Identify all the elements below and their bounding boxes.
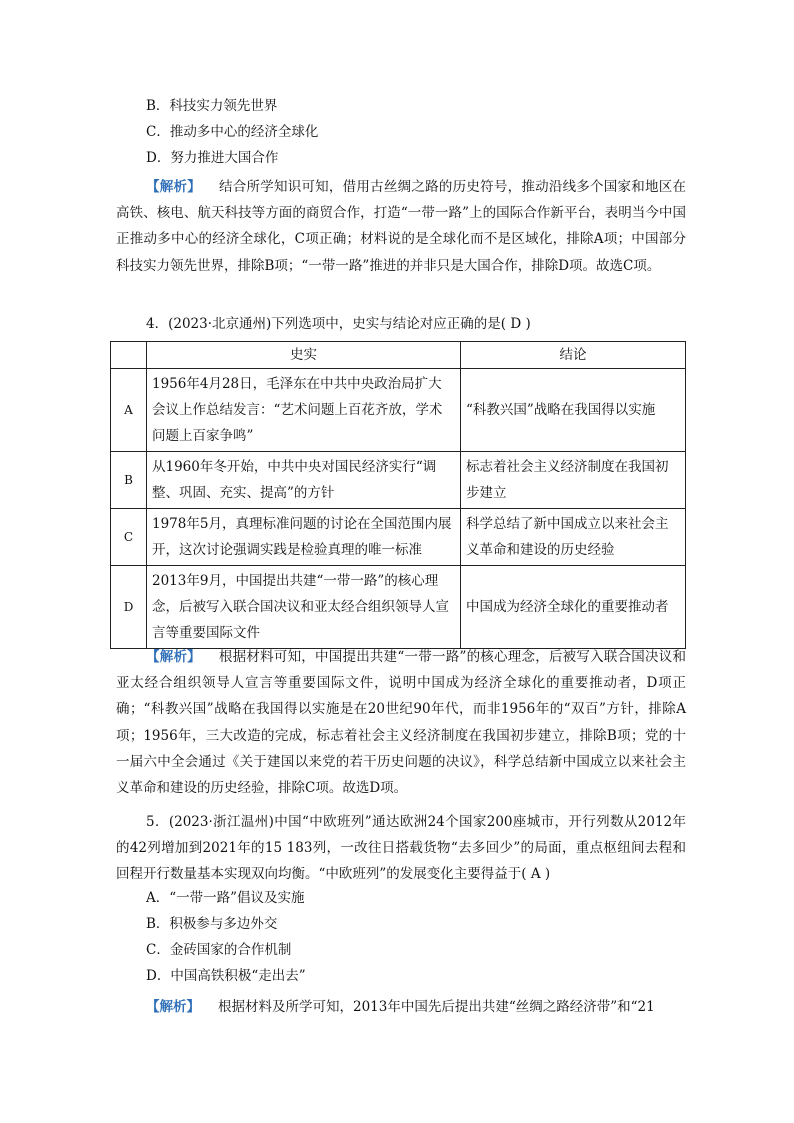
header-fact: 史实 [147,342,461,369]
q3-analysis-text: 结合所学知识可知，借用古丝绸之路的历史符号，推动沿线多个国家和地区在高铁、核电、航天科技等方面的商贸合作，打造“一带一路”上的国际合作新平台，表明当今中国正推动多中心的经济全球化，C项正确；材料说的是全球化而不是区域化，排除A项；中国部分科技实力领先世界，排除B项；“一带一路”推进的并非只是大国合作，排除D项。故选C项。 [116,179,687,274]
table-row [111,452,686,509]
analysis-tag: 【解析】 [146,179,201,195]
q5-option-b: B．积极参与多边外交 [146,916,278,932]
table-row [111,369,686,452]
q3-option-c: C．推动多中心的经济全球化 [146,124,319,140]
q5-option-a: A．“一带一路”倡议及实施 [146,890,305,906]
row-label: C [111,509,147,566]
row-label: B [111,452,147,509]
table-row [111,509,686,566]
row-conclusion: 标志着社会主义经济制度在我国初步建立 [461,452,686,509]
q3-analysis [116,174,686,279]
q3-option-b: B．科技实力领先世界 [146,98,278,114]
row-label: D [111,566,147,649]
row-label: A [111,369,147,452]
row-fact: 1956年4月28日，毛泽东在中共中央政治局扩大会议上作总结发言：“艺术问题上百花齐放，学术问题上百家争鸣” [147,369,461,452]
q5-analysis [116,994,686,1020]
header-conclusion: 结论 [461,342,686,369]
row-conclusion: 科学总结了新中国成立以来社会主义革命和建设的历史经验 [461,509,686,566]
table-row [111,566,686,649]
table-header-row [111,342,686,369]
header-blank [111,342,147,369]
analysis-tag: 【解析】 [146,649,201,665]
q5-stem [116,809,686,888]
row-conclusion: 中国成为经济全球化的重要推动者 [461,566,686,649]
q5-option-d: D．中国高铁积极“走出去” [146,968,306,984]
q4-analysis-text: 根据材料可知，中国提出共建“一带一路”的核心理念，后被写入联合国决议和亚太经合组织领导人宣言等重要国际文件，说明中国成为经济全球化的重要推动者，D项正确；“科教兴国”战略在我国得以实施是在20世纪90年代，而非1956年的“双百”方针，排除A项；1956年，三大改造的完成，标志着社会主义经济制度在我国初步建立，排除B项；党的十一届六中全会通过《关于建国以来党的若干历史问题的决议》，科学总结新中国成立以来社会主义革命和建设的历史经验，排除C项。故选D项。 [116,649,686,797]
q5-analysis-text: 根据材料及所学可知，2013年中国先后提出共建“丝绸之路经济带”和“21 [218,999,655,1015]
q4-stem: 4．(2023·北京通州)下列选项中，史实与结论对应正确的是( D ) [146,316,531,332]
q4-analysis [116,644,686,801]
analysis-tag: 【解析】 [146,999,200,1015]
q4-table [110,341,686,649]
q5-option-c: C．金砖国家的合作机制 [146,942,292,958]
row-fact: 1978年5月，真理标准问题的讨论在全国范围内展开，这次讨论强调实践是检验真理的唯一标准 [147,509,461,566]
q3-option-d: D．努力推进大国合作 [146,150,279,166]
row-fact: 2013年9月，中国提出共建“一带一路”的核心理念，后被写入联合国决议和亚太经合组织领导人宣言等重要国际文件 [147,566,461,649]
q5-stem-text: 5．(2023·浙江温州)中国“中欧班列”通达欧洲24个国家200座城市，开行列数从2012年的42列增加到2021年的15 183列，一改往日搭载货物“去多回少”的局面，重点枢纽间去程和回程开行数量基本实现双向均衡。“中欧班列”的发展变化主要得益于( A ) [116,814,686,883]
row-fact: 从1960年冬开始，中共中央对国民经济实行“调整、巩固、充实、提高”的方针 [147,452,461,509]
row-conclusion: “科教兴国”战略在我国得以实施 [461,369,686,452]
